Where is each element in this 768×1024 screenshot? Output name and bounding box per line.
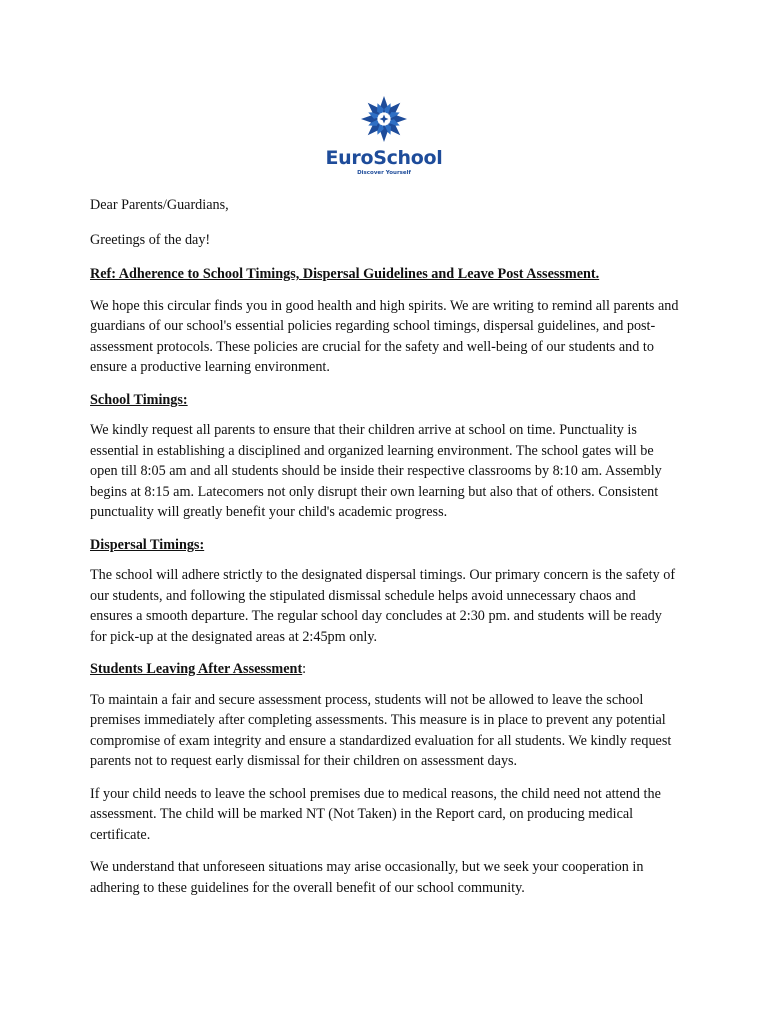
intro-paragraph: We hope this circular finds you in good health and high spirits. We are writing to remind all parents and guardians of our school's essential policies regarding school timings, dispersal guidelines, and post-assessment protocols. These policies are crucial for the safety and well-being of our students and to ensure a productive learning environment. [90, 297, 679, 375]
leaving-after-assessment-heading [90, 659, 680, 680]
letter-body [90, 195, 680, 910]
school-timings-heading [90, 390, 680, 411]
brand-tagline: Discover Yourself [357, 170, 411, 176]
dispersal-timings-heading [90, 535, 680, 556]
school-logo [0, 94, 768, 177]
heading-colon: : [302, 661, 307, 677]
assessment-paragraph: To maintain a fair and secure assessment process, students will not be allowed to leave the school premises immediately after completing assessments. This measure is in place to prevent any potential compromise of exam integrity and ensure a standardized evaluation for all students. We kindly request parents not to request early dismissal for their children on assessment days. [90, 691, 672, 769]
salutation: Dear Parents/Guardians, [90, 197, 229, 213]
greeting: Greetings of the day! [90, 231, 211, 248]
leaving-after-assessment-heading-text: Students Leaving After Assessment [90, 661, 303, 677]
brand-name: EuroSchool [325, 147, 443, 169]
school-timings-heading-text: School Timings: [90, 391, 188, 408]
school-timings-paragraph: We kindly request all parents to ensure that their children arrive at school on time. Punctuality is essential in establishing a disciplined and organized learning environment. The school gates will be open till 8:05 am and all students should be inside their respective classrooms by 8:10 am. Assembly begins at 8:15 am. Latecomers not only disrupt their own learning but also that of others. Consistent punctuality will greatly benefit your child's academic progress. [90, 422, 662, 520]
star-flower-icon [360, 94, 408, 144]
dispersal-timings-paragraph: The school will adhere strictly to the designated dispersal timings. Our primary concern is the safety of our students, and following the stipulated dismissal schedule helps avoid unnecessary chaos and ensures a smooth departure. The regular school day concludes at 2:30 pm. and students will be ready for pick-up at the designated areas at 2:45pm only. [90, 567, 676, 645]
dispersal-timings-heading-text: Dispersal Timings: [90, 536, 205, 553]
medical-paragraph: If your child needs to leave the school premises due to medical reasons, the child need not attend the assessment. The child will be marked NT (Not Taken) in the Report card, on producing medical certificate. [90, 785, 661, 843]
reference-line: Ref: Adherence to School Timings, Dispersal Guidelines and Leave Post Assessment. [90, 266, 600, 282]
closing-paragraph: We understand that unforeseen situations may arise occasionally, but we seek your cooperation in adhering to these guidelines for the overall benefit of our school community. [90, 859, 644, 896]
